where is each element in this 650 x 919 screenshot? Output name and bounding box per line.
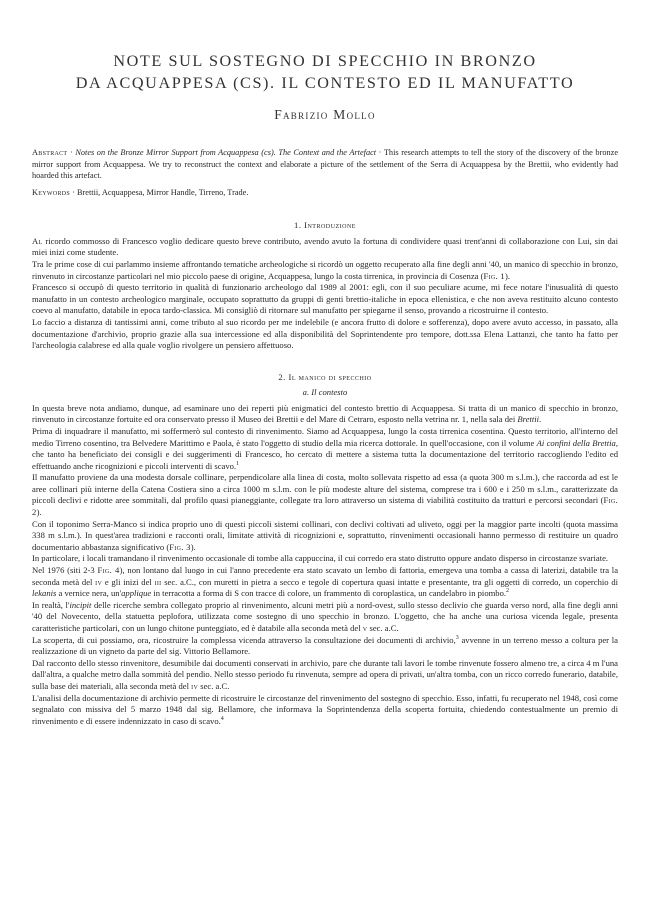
- italic-text: lekanis: [32, 588, 57, 599]
- subsection-heading-contesto: a. Il contesto: [302, 386, 348, 397]
- section-heading-manico-di-specchio: 2. Il manico di specchio: [278, 371, 372, 382]
- paragraph-text: L'analisi della documentazione di archivio permette di ricostruire le circostanze del rinvenimento del sostegno di specchio. Esso, infatti, fu recuperato nel 1948, così come segnalato con missiva del 5 marzo 1948 dal sig. Bellamore, che informava la Soprintendenza della scoperta fortuita, chiedendo contestualmente un premio di rinvenimento e di essere indennizzato in caso di scavo.: [32, 692, 618, 726]
- paragraph-text: delle ricerche sembra collegato proprio al rinvenimento, alcuni metri più a nord-ovest, sullo stesso declivio che guarda verso nord, alla fine degli anni '40 del Novecento, della statuetta peplofora, utilizzata come sostegno di uno specchio in bronzo. L'oggetto, che ha anche una curiosa vicenda legale, presenta caratteristiche particolari, con un lungo chitone punteggiato, ed è databile alla seconda metà del: [32, 599, 618, 633]
- italic-text: Brettii: [517, 414, 540, 425]
- title-line-1: NOTE SUL SOSTEGNO DI SPECCHIO IN BRONZO: [113, 52, 537, 70]
- paragraph: [32, 565, 618, 600]
- paragraph-text: In questa breve nota andiamo, dunque, ad esaminare uno dei reperti più enigmatici del contesto brettio di Acquappesa. Si tratta di un manico di specchio in bronzo, rinvenuto in circostanze fortuite ed ora conservato presso il Museo dei Brettii e del Mare di Cetraro, esposto nella vetrina nr. 1, nella sala dei: [32, 402, 618, 425]
- century-numeral: iv: [95, 576, 103, 587]
- paragraph: [32, 693, 618, 728]
- paragraph-text: sec. a.C.: [367, 623, 399, 633]
- paragraph: [32, 259, 618, 282]
- paragraph: [32, 519, 618, 554]
- abstract: [32, 147, 618, 182]
- abstract-text: · This research attempts to tell the story of the discovery of the bronze mirror support from Acquappesa. We try to reconstruct the context and elaborate a picture of the settlement of the Serra di Acquappesa by the Brettii, who evidently had hoarded this artefact.: [32, 148, 618, 181]
- footnote-marker: 2: [506, 588, 510, 595]
- paragraph-text: ).: [505, 270, 511, 281]
- abstract-label: Abstract: [32, 148, 68, 157]
- paragraph-text: Il manufatto proviene da una modesta dorsale collinare, perpendicolare alla linea di costa, molto sollevata rispetto ad essa (a quota 300 m s.l.m.), che raccorda ad est le aree collinari più interne della Catena Costiera sino a circa 1000 m s.l.m. con le più modeste alture del sistema, comprese tra i 600 e i 250 m s.l.m., caratterizzate da piccoli declivi e ridotte aree sommitali, dal profilo quasi pianeggiante, collegate tra loro attraverso un sistema di viabilità costituito da tratturi e percorsi secondari (: [32, 472, 618, 506]
- footnote-marker: 3: [455, 634, 459, 641]
- paragraph-text: sec. a.C.: [198, 680, 230, 691]
- paragraph-text: Dal racconto dello stesso rinvenitore, desumibile dai documenti conservati in archivio, pare che durante tali lavori le tombe rinvenute fossero almeno tre, a circa 4 m l'una dall'altra, a qualche metro dalla sommità del pendio. Nello stesso periodo fu rinvenuta, sempre ad opera di privati, un'altra tomba, con un ricco corredo funerario, databile, sulla base dei materiali, alla seconda metà del: [32, 657, 618, 691]
- section-2-body: [32, 403, 618, 728]
- paragraph: [32, 472, 618, 518]
- section-heading-introduzione: 1. Introduzione: [294, 219, 356, 230]
- abstract-separator: ·: [67, 148, 76, 157]
- author-name: Fabrizio Mollo: [274, 107, 376, 122]
- paragraph: [32, 426, 618, 472]
- paragraph-text: ), non lontano dal luogo in cui l'anno precedente era stato scavato un lembo di fattoria, emergeva una tomba a cassa di laterizi, databile tra la seconda metà del: [32, 565, 619, 587]
- paragraph: [32, 635, 618, 658]
- figure-reference: Fig. 1: [483, 270, 506, 281]
- italic-text: applique: [121, 588, 152, 599]
- paragraph-text: Prima di inquadrare il manufatto, mi soffermerò sul contesto di rinvenimento. Siamo ad Acquappesa, lungo la costa tirrenica cosentina. Questo territorio, all'interno del medio Tirreno cosentino, tra Belvedere Marittimo e Paola, è stato l'oggetto di studio della mia ricerca dottorale. In quell'occasione, con il volume: [32, 425, 618, 448]
- century-numeral: iv: [191, 680, 199, 691]
- footnote-marker: 1: [236, 460, 240, 467]
- paragraph-text: ricordo commosso di Francesco voglio dedicare questo breve contributo, avendo avuto la fortuna di condividere quasi trent'anni di collaborazione con Lui, sin dai miei inizi come studente.: [32, 235, 618, 258]
- paragraph-text: a vernice nera, un': [56, 588, 122, 599]
- footnote-marker: 4: [220, 715, 224, 722]
- paragraph-text: e gli inizi del: [102, 576, 155, 587]
- paragraph-text: avvenne in un terreno messo a coltura per la realizzazione di un vigneto da parte del sig. Vittorio Bellamore.: [32, 634, 618, 657]
- paragraph: Lo faccio a distanza di tantissimi anni, come tributo al suo ricordo per me indelebile (e ancora frutto di dolore e sofferenza), dopo avere avuto accesso, in passato, alla documentazione d'archivio, proprio grazie alla sua intercessione ed alla disponibilità del Soprintendente pro tempore, dott.ssa Elena Lattanzi, che tanto ha fatto per l'archeologia calabrese ed alla quale voglio rivolgere un pensiero affettuoso.: [32, 316, 618, 351]
- keywords: [32, 187, 618, 198]
- paragraph-text: Tra le prime cose di cui parlammo insieme affrontando tematiche archeologiche si ricordò un oggetto recuperato alla fine degli anni '40, un manico di specchio in bronzo, rinvenuto in circostanze particolari nel mio piccolo paese di origine, Acquappesa, lungo la costa tirrenica, in provincia di Cosenza (: [32, 258, 618, 281]
- abstract-english-title: Notes on the Bronze Mirror Support from Acquappesa (cs). The Context and the Artefact: [75, 148, 377, 157]
- paragraph-text: Con il toponimo Serra-Manco si indica proprio uno di questi piccoli sistemi collinari, con declivi coltivati ad uliveto, oggi per la maggior parte incolti (quota massima 338 m s.l.m.). In quest'area tradizioni e racconti orali, limitate attività di ricognizioni e, soprattutto, rinvenimenti occasionali hanno permesso di restituire un quadro documentario abbastanza significativo (: [32, 518, 618, 552]
- section-1-body: [32, 236, 618, 352]
- paragraph: In particolare, i locali tramandano il rinvenimento occasionale di tombe alla cappuccina, il cui corredo era stato distrutto oppure andato disperso in circostanze svariate.: [32, 553, 609, 564]
- paragraph-text: In realtà, l': [32, 599, 70, 610]
- italic-text: incipit: [69, 599, 92, 610]
- paragraph-text: .: [539, 414, 542, 425]
- paragraph-text: sec. a.C., con muretti in pietra a secco e tegole di copertura quasi intatte e presentante, tra gli oggetti di corredo, un coperchio di: [161, 576, 619, 587]
- drop-cap: Al: [32, 235, 43, 246]
- paragraph: [32, 236, 618, 259]
- figure-reference: Fig. 2: [32, 495, 618, 518]
- paragraph-text: Nel 1976 (siti 2-3: [32, 565, 98, 576]
- paragraph-text: , che tanto ha beneficiato dei consigli e dei suggerimenti di Francesco, ho cercato di mettere a sistema tutta la documentazione del territorio raccogliendo l'edito ed effettuando anche ricognizioni e piccoli interventi di scavo.: [32, 437, 619, 471]
- keywords-label: Keywords: [32, 187, 71, 197]
- paragraph-text: ).: [36, 507, 42, 518]
- paragraph-text: in terracotta a forma di S con tracce di colore, un frammento di coroplastica, un candelabro in piombo.: [151, 588, 507, 599]
- title-line-2: DA ACQUAPPESA (CS). IL CONTESTO ED IL MANUFATTO: [75, 74, 575, 92]
- figure-reference: Fig. 3: [169, 541, 191, 552]
- keywords-list: · Brettii, Acquappesa, Mirror Handle, Tirreno, Trade.: [70, 187, 249, 197]
- paragraph: [32, 658, 618, 693]
- paragraph: [32, 403, 618, 426]
- paragraph: Francesco si occupò di questo territorio in qualità di funzionario archeologo dal 1989 al 2001: egli, con il suo peculiare acume, mi fece notare l'inusualità di questo manufatto in un contesto archeologico marginale, occupato soprattutto da gruppi di genti brettio-italiche in epoca ellenistica, e che non aveva restituito alcuno contesto coevo al manufatto, databile in epoca tardo-classica. Mi consigliò di ritornare sul manufatto per spiegarne il senso, provando a ricostruirne il contesto.: [32, 282, 618, 316]
- paragraph-text: ).: [190, 541, 196, 552]
- book-title: Ai confini della Brettia: [536, 437, 616, 448]
- paragraph: [32, 600, 618, 635]
- century-numeral: v: [362, 623, 368, 633]
- century-numeral: iii: [154, 576, 162, 587]
- figure-reference: Fig. 4: [97, 565, 120, 576]
- paragraph-text: La scoperta, di cui possiamo, ora, ricostruire la complessa vicenda attraverso la consultazione dei documenti di archivio,: [32, 634, 456, 645]
- paper-title: [32, 50, 618, 94]
